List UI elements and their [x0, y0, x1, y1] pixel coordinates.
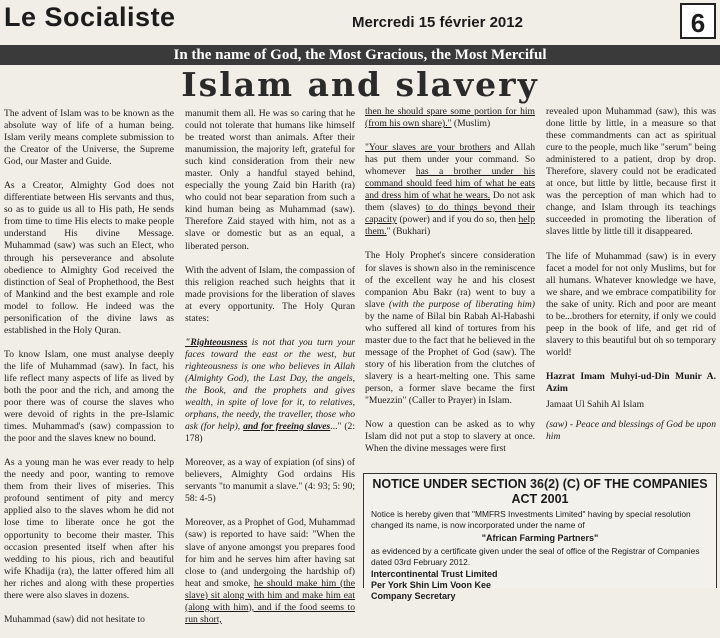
author-organisation: Jamaat Ul Sahih Al Islam [546, 399, 645, 411]
legal-notice-box [363, 473, 717, 601]
paragraph: Muhammad (saw) did not hesitate to [4, 613, 145, 625]
text-run: Do not ask them (slaves) [365, 190, 535, 214]
notice-company-name: "African Farming Partners" [481, 533, 599, 543]
invocation-banner: In the name of God, the Most Gracious, the Most Merciful [0, 45, 720, 65]
paragraph: To know Islam, one must analyse deeply the life of Muhammad (saw). In fact, his life reflect many aspects of life as lived by both the poor and the rich, and among the poor there was of course the slaves who were devoid of rights in the pre-Islamic times. Muhammad's (saw) compassion to the poor and the slaves knew no bound. [4, 348, 174, 445]
text-run: " (Bukhari) [386, 226, 431, 238]
notice-text: as evidenced by a certificate given under the seal of office of the Registrar of Companies dated 03rd February 2012. [371, 546, 700, 567]
notice-title: NOTICE UNDER SECTION 36(2) (C) OF THE COMPANIES ACT 2001 [372, 477, 708, 506]
italic-text: (with the purpose of liberating him) [388, 298, 535, 310]
paragraph: Now a question can be asked as to why Islam did not put a stop to slavery at once. When the divine messages were first [365, 419, 535, 455]
paragraph: With the advent of Islam, the compassion of this religion reached such heights that it made provisions for the liberation of slaves at every opportunity. The Holy Quran states: [185, 264, 355, 324]
notice-signatory: Intercontinental Trust Limited [371, 569, 498, 579]
underlined-text: to do things beyond their capacity [365, 202, 535, 226]
paragraph [365, 250, 535, 407]
paragraph: manumit them all. He was so caring that he could not tolerate that humans like himself be treated worst than animals. After their manumission, the majority left, grateful for such kind consideration from their new master. Only a handful stayed behind, especially the young Zaid bin Harith (ra) who could not bear separation from such a kind human being as Muhammad (saw). Therefore Zaid stayed with him, not as a slave or domestic but as an equal, a liberated person. [185, 108, 355, 252]
paragraph: Moreover, as a way of expiation (of sins) of believers, Almighty God ordains His servants "to manumit a slave." (4: 93; 5: 90; 58: 4-5) [185, 457, 355, 505]
underlined-text: then he should spare some portion for him (from his own share)." [365, 106, 535, 130]
underlined-text: help them. [365, 214, 535, 238]
quran-quote [185, 337, 355, 445]
paragraph: The life of Muhammad (saw) is in every facet a model for not only Muslims, but for all humans. Whatever knowledge we have, we share, and we embrace compatibility for the sake of unity. Rich and poor are meant to be...brothers for eternity, if only we could peep in the book of life, and get rid of slavery to this beautiful but oh so temporary world! [546, 250, 716, 358]
notice-text: Notice is hereby given that "MMFRS Investments Limited" having by special resolution changed its name, is now incorporated under the name of [371, 509, 691, 530]
paragraph: The advent of Islam was to be known as the absolute way of life of a human being. Islam verily means complete submission to the Creator of the Universe, the Supreme God, our Master and Guide. [4, 108, 174, 168]
quote-reference: ..." (2: 178) [185, 421, 355, 445]
paragraph [365, 142, 535, 238]
article-column-3 [365, 106, 535, 467]
quote-emphasis: and for freeing slaves [243, 421, 331, 433]
quote-body: is not that you turn your faces toward the east or the west, but righteousness is one who believes in Allah (Almighty God), the Last Day, the angels, the Book, and the prophets and gives wealth, in spite of love for it, to relatives, orphans, the needy, the traveller, those who ask (for help), [185, 336, 355, 433]
underlined-text: "Your slaves are your brothers [365, 142, 491, 154]
text-run: (power) and if you do so, then [396, 214, 519, 226]
quote-lead: "Righteousness [185, 336, 248, 348]
paragraph [365, 106, 535, 130]
issue-date: Mercredi 15 février 2012 [352, 14, 523, 31]
footnote: (saw) - Peace and blessings of God be upon him [546, 419, 716, 443]
text-run: and Allah has put them under your command. So whomever [365, 142, 535, 178]
notice-signatory: Per York Shin Lim Voon Kee [371, 580, 492, 590]
paragraph: As a young man he was ever ready to help the needy and poor, wanting to remove them from their lives of miseries. This profound sentiment of pity and mercy applied also to the slaves whom he did not lose time to liberate once he got the opportunity to become their master. This occasion presented itself when after his wedding to his pious, rich and beautiful wife Khadija (ra), the latter offered him all her riches and along with these properties there were also slaves in dozens. [4, 457, 174, 601]
article-headline: Islam and slavery [181, 65, 539, 104]
page-number: 6 [680, 3, 716, 39]
masthead [0, 0, 720, 44]
text-run: Moreover, as a Prophet of God, Muhammad (saw) is reported to have said: "When the slave of anyone amongst you prepares food for him and he serves him after having sat close to (and undergoing the hardship of) heat and smoke, [185, 517, 355, 589]
article-column-1 [4, 108, 174, 638]
author-name: Hazrat Imam Muhyi-ud-Din Munir A. Azim [546, 370, 716, 394]
notice-signatory: Company Secretary [371, 591, 456, 601]
paragraph [185, 517, 355, 625]
underlined-text: he should make him (the slave) sit along with him and make him eat (along with him), and if the food seems to run short, [185, 577, 355, 625]
newspaper-logo: Le Socialiste [4, 2, 176, 32]
text-run: The Holy Prophet's sincere consideration for slaves is shown also in the reminiscence of the excellent way he and his closest companion Abu Bakr (ra) went to buy a slave [365, 250, 535, 310]
underlined-text: has a brother under his command should feed him of what he eats and dress him of what he wears. [365, 166, 535, 202]
paragraph: As a Creator, Almighty God does not differentiate between His servants and thus, so as to guide us all to His path, He sends from time to time His elects to make people understand His divine Message. Muhammad (saw) was such an Elect, who through his perseverance and absolute obedience to Almighty God received the distinction of Seal of Prophethood, the Best of Mankind and the best example and role model to follow. He indeed was the personification of the divine laws as established in the Holy Quran. [4, 180, 174, 336]
paragraph: revealed upon Muhammad (saw), this was done little by little, in a measure so that these commandments can act as spiritual cure to the people, much like "serum" being administered to a patient, drop by drop. Therefore, slavery could not be eradicated at once, but little by little, because first it was the perception of man which had to change, and Islam through its teachings succeeded in promoting the liberation of slaves little by little till it disappeared. [546, 106, 716, 238]
text-run: (Muslim) [451, 118, 491, 130]
article-column-4 [546, 106, 716, 455]
article-column-2 [185, 108, 355, 638]
text-run: by the name of Bilal bin Rabah Al-Habashi who suffered all kind of tortures from his master due to the fact that he believed in the message of the Prophet of God (saw). The story of his liberation from the clutches of slavery is a heart-melting one. This same person, a former slave became the first "Muezzin" (Caller to Prayer) in Islam. [365, 310, 535, 407]
